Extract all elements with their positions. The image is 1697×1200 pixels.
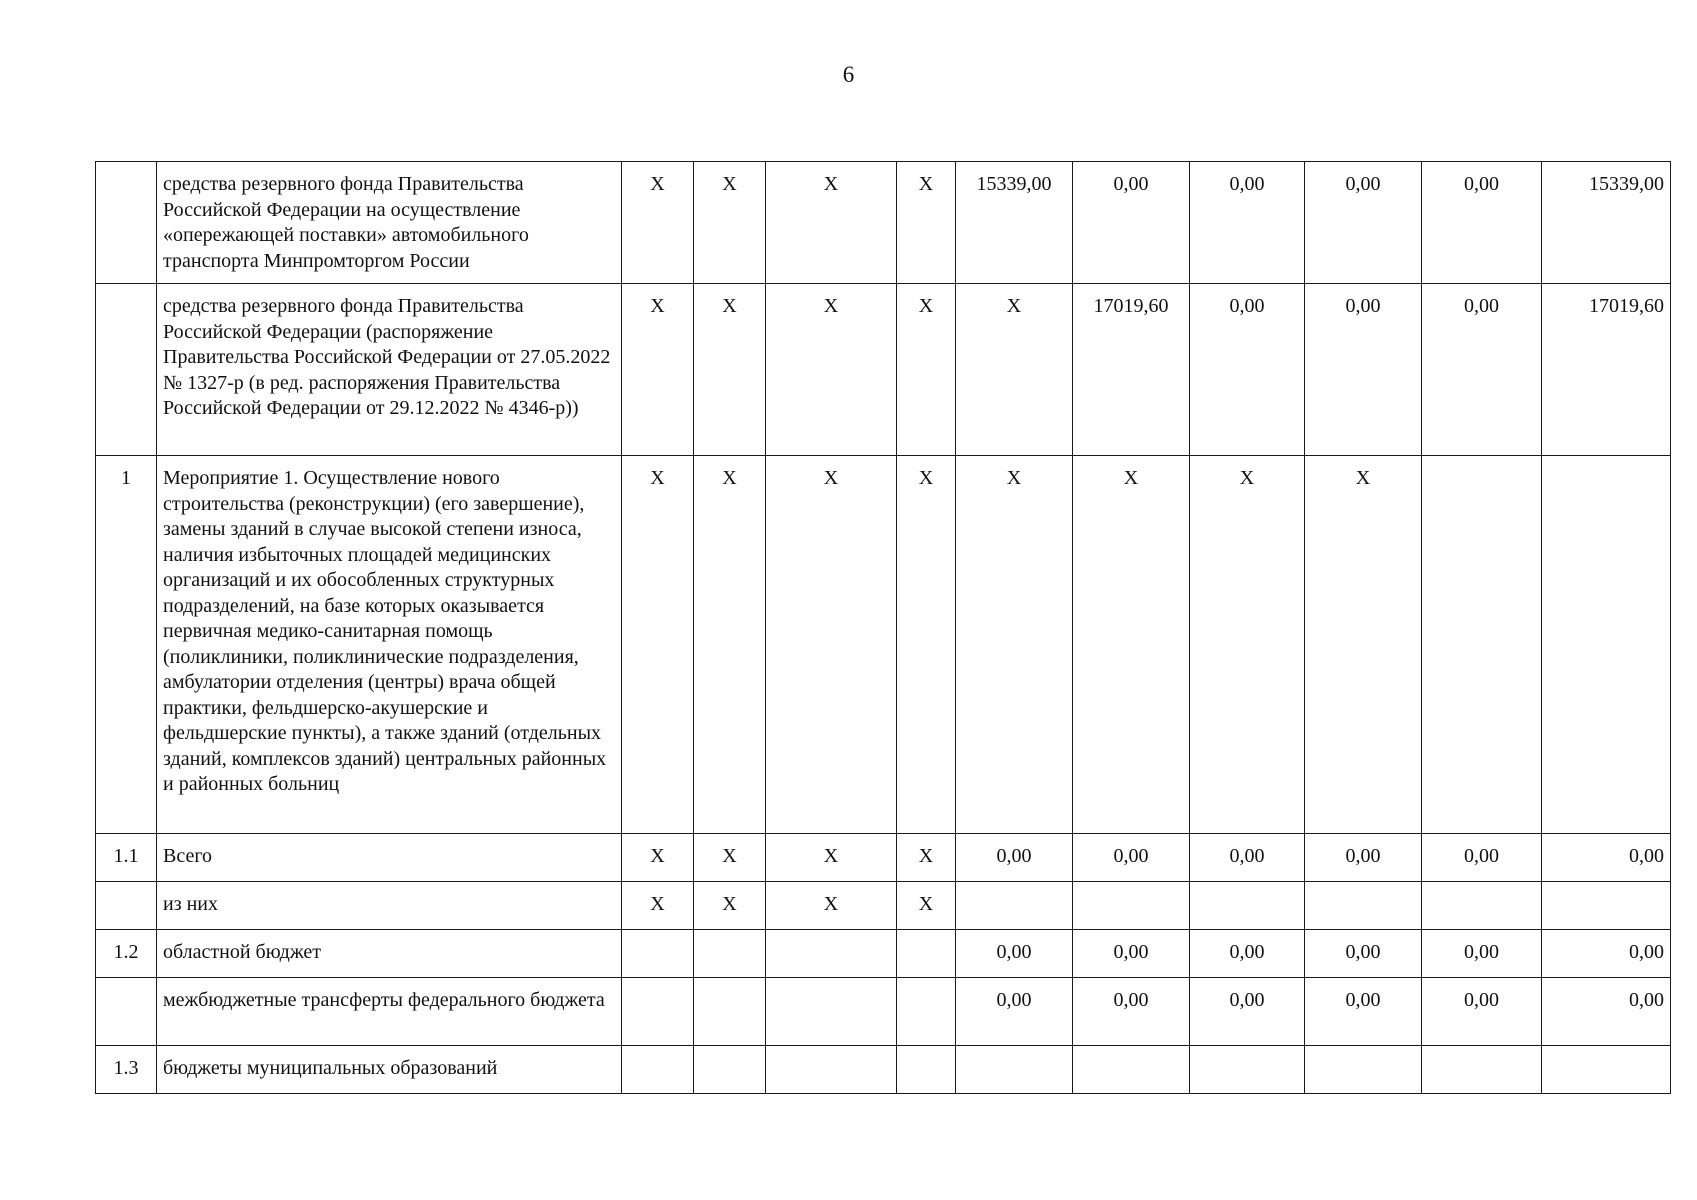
row-name-cell: из них [157, 882, 622, 930]
table-row [96, 882, 1671, 930]
value-cell: X [1190, 456, 1305, 834]
value-cell: 0,00 [1190, 834, 1305, 882]
value-cell: 0,00 [1190, 930, 1305, 978]
value-cell [766, 978, 897, 1046]
row-name-cell: Мероприятие 1. Осуществление нового строительства (реконструкции) (его завершение), замены зданий в случае высокой степени износа, наличия избыточных площадей медицинских организаций и их обособленных структурных подразделений, на базе которых оказывается первичная медико-санитарная помощь (поликлиники, поликлинические подразделения, амбулатории отделения (центры) врача общей практики, фельдшерско-акушерские и фельдшерские пункты), а также зданий (отдельных зданий, комплексов зданий) центральных районных и районных больниц [157, 456, 622, 834]
value-cell: 0,00 [1305, 978, 1422, 1046]
value-cell: X [956, 456, 1073, 834]
value-cell: X [766, 834, 897, 882]
value-cell: 17019,60 [1073, 284, 1190, 456]
table-row [96, 284, 1671, 456]
value-cell [622, 1046, 694, 1094]
row-name-cell: областной бюджет [157, 930, 622, 978]
table-body [96, 162, 1671, 1094]
value-cell: 0,00 [1190, 284, 1305, 456]
table-row [96, 930, 1671, 978]
row-number-cell [96, 882, 157, 930]
value-cell [694, 978, 766, 1046]
value-cell [622, 930, 694, 978]
value-cell: 0,00 [1305, 162, 1422, 284]
row-number-cell: 1.1 [96, 834, 157, 882]
table-row [96, 1046, 1671, 1094]
value-cell: 0,00 [1305, 284, 1422, 456]
value-cell: X [694, 284, 766, 456]
value-cell: X [897, 284, 956, 456]
value-cell [694, 930, 766, 978]
value-cell: 15339,00 [1542, 162, 1671, 284]
value-cell: X [766, 284, 897, 456]
value-cell: 0,00 [956, 978, 1073, 1046]
row-number-cell: 1.3 [96, 1046, 157, 1094]
row-name-cell: средства резервного фонда Правительства Российской Федерации на осуществление «опережающей поставки» автомобильного транспорта Минпромторгом России [157, 162, 622, 284]
value-cell [956, 1046, 1073, 1094]
row-name-cell: Всего [157, 834, 622, 882]
value-cell [766, 930, 897, 978]
value-cell: X [622, 162, 694, 284]
value-cell [1073, 1046, 1190, 1094]
value-cell: 0,00 [1542, 930, 1671, 978]
value-cell [1542, 456, 1671, 834]
value-cell [1422, 882, 1542, 930]
row-name-cell: бюджеты муниципальных образований [157, 1046, 622, 1094]
value-cell: 15339,00 [956, 162, 1073, 284]
value-cell: X [766, 456, 897, 834]
value-cell: X [1305, 456, 1422, 834]
value-cell: 0,00 [1073, 930, 1190, 978]
value-cell: 0,00 [1073, 834, 1190, 882]
value-cell: 0,00 [1305, 930, 1422, 978]
page-number: 6 [842, 62, 855, 87]
value-cell: X [1073, 456, 1190, 834]
row-number-cell [96, 978, 157, 1046]
value-cell: X [694, 882, 766, 930]
row-number-cell: 1 [96, 456, 157, 834]
row-name-cell: средства резервного фонда Правительства Российской Федерации (распоряжение Правительства Российской Федерации от 27.05.2022 № 1327-р (в ред. распоряжения Правительства Российской Федерации от 29.12.2022 № 4346-р)) [157, 284, 622, 456]
table-row [96, 456, 1671, 834]
value-cell: 0,00 [1422, 284, 1542, 456]
budget-table [95, 161, 1671, 1094]
value-cell [956, 882, 1073, 930]
value-cell: X [766, 162, 897, 284]
value-cell [897, 1046, 956, 1094]
value-cell [1305, 1046, 1422, 1094]
value-cell: 0,00 [1542, 978, 1671, 1046]
row-number-cell [96, 162, 157, 284]
value-cell: X [622, 834, 694, 882]
value-cell: 0,00 [1542, 834, 1671, 882]
value-cell: 0,00 [1422, 162, 1542, 284]
value-cell: 0,00 [1305, 834, 1422, 882]
value-cell: X [956, 284, 1073, 456]
value-cell: 0,00 [1073, 162, 1190, 284]
table-row [96, 834, 1671, 882]
value-cell [1190, 1046, 1305, 1094]
value-cell: 0,00 [1073, 978, 1190, 1046]
value-cell [1190, 882, 1305, 930]
value-cell: 0,00 [1190, 162, 1305, 284]
value-cell: X [694, 834, 766, 882]
value-cell [1073, 882, 1190, 930]
table-row [96, 162, 1671, 284]
value-cell [766, 1046, 897, 1094]
value-cell [1305, 882, 1422, 930]
value-cell: X [622, 284, 694, 456]
value-cell [1542, 882, 1671, 930]
value-cell: 17019,60 [1542, 284, 1671, 456]
value-cell [622, 978, 694, 1046]
value-cell: 0,00 [956, 834, 1073, 882]
value-cell: X [622, 456, 694, 834]
value-cell [694, 1046, 766, 1094]
value-cell: X [897, 162, 956, 284]
value-cell [897, 978, 956, 1046]
value-cell: X [897, 882, 956, 930]
value-cell: X [897, 456, 956, 834]
value-cell: X [897, 834, 956, 882]
value-cell [897, 930, 956, 978]
value-cell [1422, 1046, 1542, 1094]
value-cell: X [622, 882, 694, 930]
value-cell [1422, 456, 1542, 834]
row-name-cell: межбюджетные трансферты федерального бюджета [157, 978, 622, 1046]
row-number-cell [96, 284, 157, 456]
value-cell: 0,00 [1422, 930, 1542, 978]
table-row [96, 978, 1671, 1046]
row-number-cell: 1.2 [96, 930, 157, 978]
value-cell [1542, 1046, 1671, 1094]
value-cell: X [694, 456, 766, 834]
value-cell: 0,00 [1422, 978, 1542, 1046]
value-cell: X [766, 882, 897, 930]
value-cell: X [694, 162, 766, 284]
value-cell: 0,00 [956, 930, 1073, 978]
value-cell: 0,00 [1422, 834, 1542, 882]
value-cell: 0,00 [1190, 978, 1305, 1046]
